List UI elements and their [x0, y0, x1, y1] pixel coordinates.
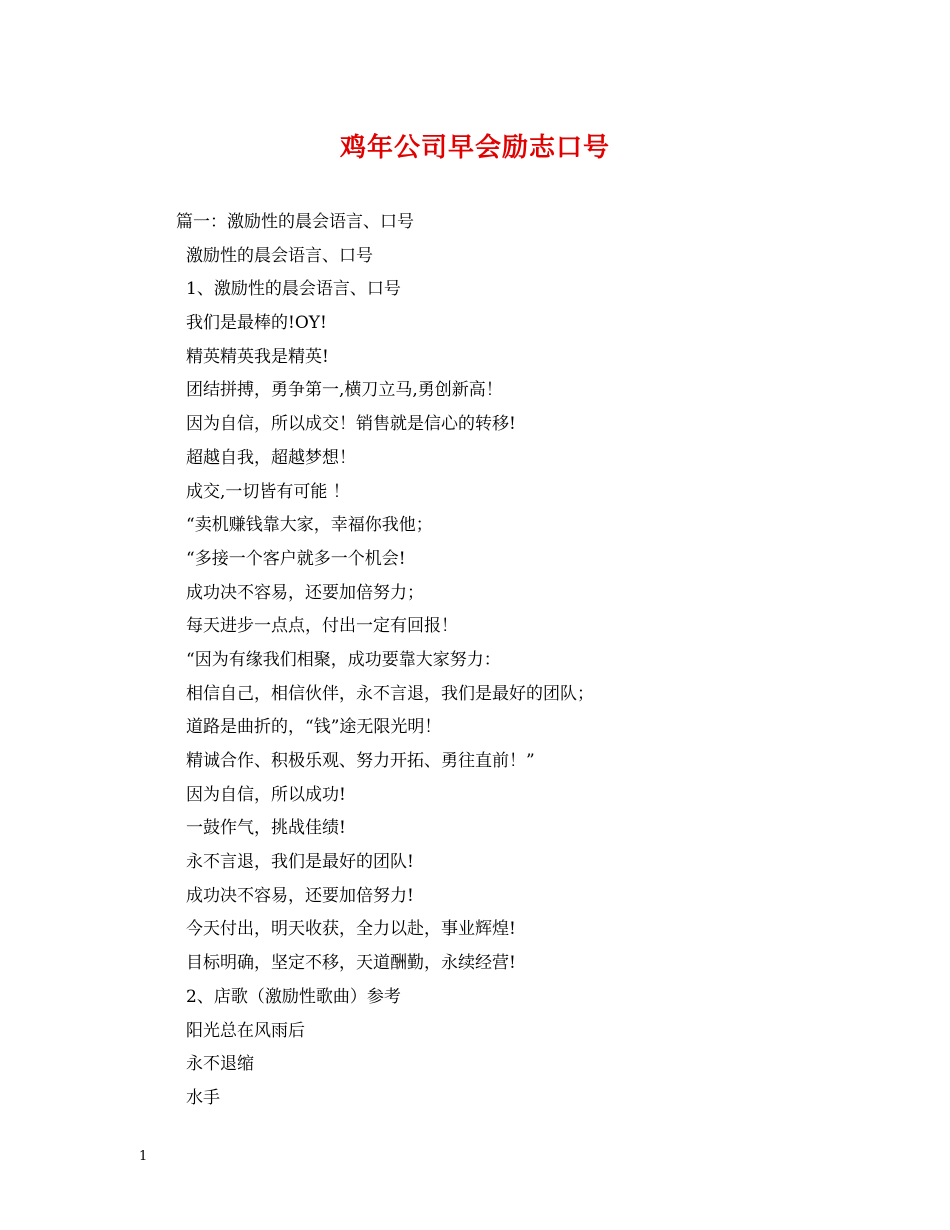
text-line: 成交,一切皆有可能 ！ — [186, 481, 350, 502]
document-title: 鸡年公司早会励志口号 — [339, 133, 610, 163]
text-line: 今天付出，明天收获，全力以赴，事业辉煌! — [186, 919, 516, 940]
text-line: 道路是曲折的，“钱”途无限光明！ — [186, 717, 442, 738]
text-line: 一鼓作气，挑战佳绩! — [186, 818, 346, 839]
text-line: 每天进步一点点，付出一定有回报！ — [186, 616, 458, 637]
text-line: 相信自己，相信伙伴，永不言退，我们是最好的团队； — [186, 683, 594, 704]
text-line: 永不言退，我们是最好的团队! — [186, 852, 414, 873]
text-line: 团结拼搏，勇争第一,横刀立马,勇创新高！ — [186, 380, 503, 401]
document-body — [176, 206, 896, 1116]
text-line: 永不退缩 — [186, 1054, 254, 1075]
text-line: 因为自信，所以成功! — [186, 784, 346, 805]
text-line: “卖机赚钱靠大家，幸福你我他； — [186, 515, 433, 536]
section-heading: 篇一：激励性的晨会语言、口号 — [176, 212, 414, 232]
text-line: 成功决不容易，还要加倍努力； — [186, 582, 424, 603]
text-line: 精诚合作、积极乐观、努力开拓、勇往直前！” — [186, 751, 535, 771]
text-line: 目标明确，坚定不移，天道酬勤，永续经营! — [186, 953, 516, 974]
text-line: 超越自我，超越梦想！ — [186, 447, 356, 468]
text-line: 水手 — [186, 1087, 220, 1108]
text-line: 我们是最棒的!OY! — [186, 313, 327, 334]
text-line: 因为自信，所以成交！销售就是信心的转移! — [186, 414, 516, 435]
page-number: 1 — [139, 1149, 148, 1164]
text-line: 阳光总在风雨后 — [186, 1020, 305, 1041]
text-line: “因为有缘我们相聚，成功要靠大家努力： — [186, 649, 501, 670]
text-line: 成功决不容易，还要加倍努力! — [186, 885, 414, 906]
text-line: 1、激励性的晨会语言、口号 — [186, 279, 401, 300]
text-line: 2、店歌（激励性歌曲）参考 — [186, 986, 401, 1007]
text-line: 激励性的晨会语言、口号 — [186, 245, 373, 266]
text-line: 精英精英我是精英! — [186, 346, 329, 367]
text-line: “多接一个客户就多一个机会! — [186, 548, 406, 569]
